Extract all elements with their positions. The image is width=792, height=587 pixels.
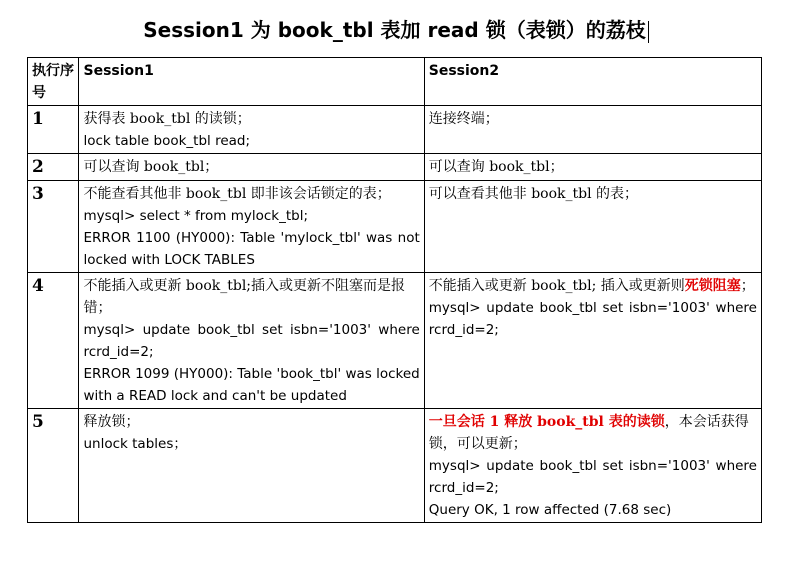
table-row: [28, 273, 762, 409]
cell-line: mysql> update book_tbl set isbn='1003' where rcrd_id=2;: [83, 322, 420, 360]
table-row: [28, 181, 762, 273]
title-text: Session1 为 book_tbl 表加 read 锁（表锁）的荔枝: [143, 18, 646, 42]
session1-cell: [79, 409, 424, 523]
session1-cell: [79, 181, 424, 273]
session2-cell: [424, 273, 761, 409]
cell-line: unlock tables；: [83, 436, 187, 452]
cell-line: 不能插入或更新 book_tbl;插入或更新不阻塞而是报错；: [83, 278, 406, 316]
row-number: 1: [28, 106, 79, 154]
table-header-row: [28, 58, 762, 106]
row-number: 4: [28, 273, 79, 409]
deadlock-highlight: 死锁阻塞: [684, 278, 741, 294]
cell-line: mysql> update book_tbl set isbn='1003' where rcrd_id=2;: [428, 458, 757, 496]
header-session2: Session2: [424, 58, 761, 106]
cell-line: ERROR 1099 (HY000): Table 'book_tbl' was locked with a READ lock and can't be updated: [83, 366, 420, 404]
session1-cell: [79, 154, 424, 181]
text-cursor: [648, 21, 649, 43]
table-row: [28, 409, 762, 523]
cell-line: mysql> update book_tbl set isbn='1003' where rcrd_id=2;: [428, 300, 757, 338]
row-number: 5: [28, 409, 79, 523]
session2-cell: [424, 409, 761, 523]
cell-line: lock table book_tbl read;: [83, 133, 251, 149]
cell-line: 可以查询 book_tbl；: [83, 159, 219, 175]
cell-line: 可以查询 book_tbl；: [428, 159, 564, 175]
session2-cell: [424, 106, 761, 154]
session2-cell: [424, 154, 761, 181]
cell-line: 释放锁；: [83, 414, 140, 430]
cell-line: ERROR 1100 (HY000): Table 'mylock_tbl' was not locked with LOCK TABLES: [83, 230, 420, 268]
session2-cell: [424, 181, 761, 273]
session1-cell: [79, 106, 424, 154]
row-number: 2: [28, 154, 79, 181]
table-row: [28, 154, 762, 181]
header-session1: Session1: [79, 58, 424, 106]
cell-line: 不能查看其他非 book_tbl 即非该会话锁定的表；: [83, 186, 391, 202]
cell-text: 不能插入或更新 book_tbl; 插入或更新则: [428, 278, 685, 294]
cell-line: Query OK, 1 row affected (7.68 sec): [428, 502, 672, 518]
cell-line: mysql> select * from mylock_tbl;: [83, 208, 309, 224]
session1-cell: [79, 273, 424, 409]
cell-line: 可以查看其他非 book_tbl 的表；: [428, 186, 639, 202]
cell-line: 获得表 book_tbl 的读锁；: [83, 111, 251, 127]
header-seq: 执行序号: [28, 58, 79, 106]
cell-line: [429, 411, 757, 455]
cell-line: [429, 275, 757, 297]
release-highlight: 一旦会话 1 释放 book_tbl 表的读锁: [428, 414, 665, 430]
cell-line: 连接终端；: [428, 111, 499, 127]
document-title: [0, 14, 792, 43]
cell-text: ；: [740, 278, 755, 294]
lock-demo-table: [27, 57, 762, 523]
cell-text: ，本会话获得锁，可以更新；: [428, 414, 749, 452]
table-row: [28, 106, 762, 154]
row-number: 3: [28, 181, 79, 273]
